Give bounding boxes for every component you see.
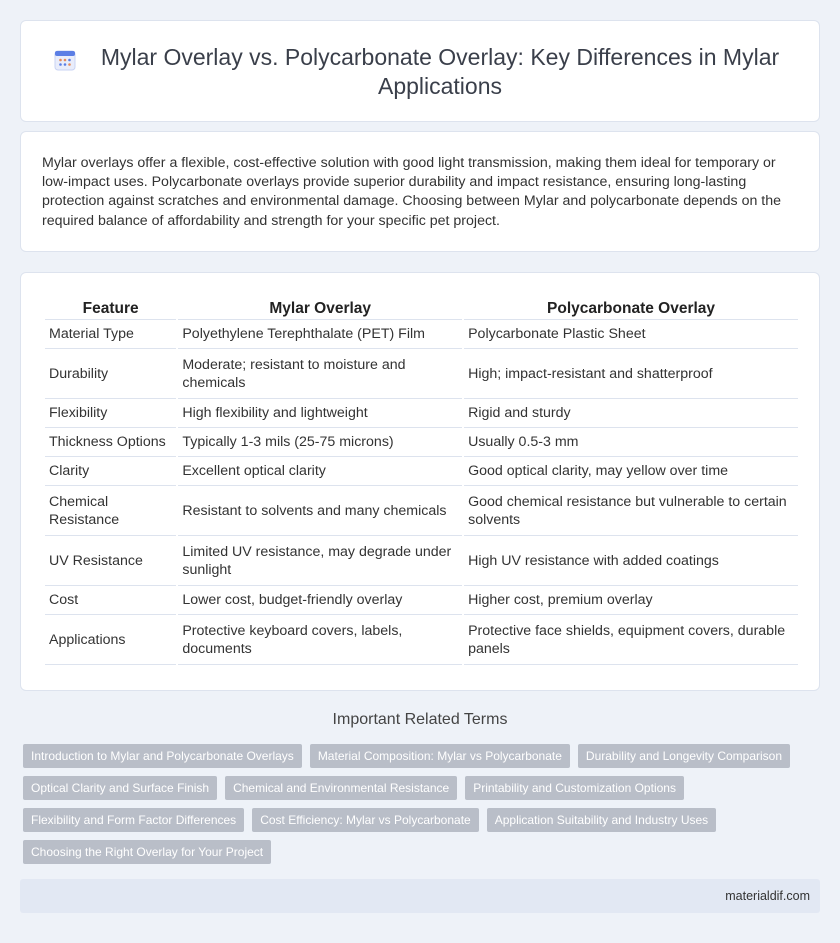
- table-row: [45, 486, 798, 536]
- polycarbonate-cell: Protective face shields, equipment covers, durable panels: [464, 615, 798, 665]
- related-term-tag[interactable]: Application Suitability and Industry Uses: [487, 808, 716, 832]
- feature-cell: Material Type: [45, 320, 176, 349]
- table-row: [45, 349, 798, 399]
- header-feature: Feature: [45, 296, 176, 320]
- footer: [20, 879, 820, 913]
- feature-cell: Clarity: [45, 457, 176, 486]
- mylar-cell: Polyethylene Terephthalate (PET) Film: [178, 320, 462, 349]
- title-card: [20, 20, 820, 122]
- mylar-cell: Protective keyboard covers, labels, documents: [178, 615, 462, 665]
- table-row: [45, 536, 798, 586]
- polycarbonate-cell: High UV resistance with added coatings: [464, 536, 798, 586]
- feature-cell: Flexibility: [45, 399, 176, 428]
- table-row: [45, 428, 798, 457]
- table-row: [45, 615, 798, 665]
- mylar-cell: Lower cost, budget-friendly overlay: [178, 586, 462, 615]
- related-terms-list: [23, 744, 803, 864]
- feature-cell: Chemical Resistance: [45, 486, 176, 536]
- feature-cell: Applications: [45, 615, 176, 665]
- related-term-tag[interactable]: Material Composition: Mylar vs Polycarbonate: [310, 744, 570, 768]
- feature-cell: Cost: [45, 586, 176, 615]
- polycarbonate-cell: Polycarbonate Plastic Sheet: [464, 320, 798, 349]
- table-row: [45, 586, 798, 615]
- related-term-tag[interactable]: Choosing the Right Overlay for Your Project: [23, 840, 271, 864]
- comparison-table-card: [20, 272, 820, 691]
- table-row: [45, 320, 798, 349]
- related-term-tag[interactable]: Introduction to Mylar and Polycarbonate Overlays: [23, 744, 302, 768]
- header-mylar: Mylar Overlay: [178, 296, 462, 320]
- feature-cell: Durability: [45, 349, 176, 399]
- table-row: [45, 399, 798, 428]
- mylar-cell: High flexibility and lightweight: [178, 399, 462, 428]
- related-terms-heading: Important Related Terms: [332, 711, 508, 728]
- mylar-cell: Moderate; resistant to moisture and chemicals: [178, 349, 462, 399]
- mylar-cell: Resistant to solvents and many chemicals: [178, 486, 462, 536]
- mylar-cell: Typically 1-3 mils (25-75 microns): [178, 428, 462, 457]
- intro-card: [20, 131, 820, 252]
- comparison-table: [43, 296, 800, 665]
- polycarbonate-cell: Usually 0.5-3 mm: [464, 428, 798, 457]
- polycarbonate-cell: Good chemical resistance but vulnerable to certain solvents: [464, 486, 798, 536]
- related-term-tag[interactable]: Cost Efficiency: Mylar vs Polycarbonate: [252, 808, 479, 832]
- header-polycarbonate: Polycarbonate Overlay: [464, 296, 798, 320]
- table-header-row: [45, 296, 798, 320]
- related-term-tag[interactable]: Optical Clarity and Surface Finish: [23, 776, 217, 800]
- polycarbonate-cell: Higher cost, premium overlay: [464, 586, 798, 615]
- related-term-tag[interactable]: Chemical and Environmental Resistance: [225, 776, 457, 800]
- polycarbonate-cell: Rigid and sturdy: [464, 399, 798, 428]
- polycarbonate-cell: High; impact-resistant and shatterproof: [464, 349, 798, 399]
- mylar-cell: Excellent optical clarity: [178, 457, 462, 486]
- table-row: [45, 457, 798, 486]
- related-term-tag[interactable]: Flexibility and Form Factor Differences: [23, 808, 244, 832]
- page-title: Mylar Overlay vs. Polycarbonate Overlay: Key Differences in Mylar Applications: [100, 44, 780, 99]
- feature-cell: Thickness Options: [45, 428, 176, 457]
- polycarbonate-cell: Good optical clarity, may yellow over time: [464, 457, 798, 486]
- mylar-cell: Limited UV resistance, may degrade under sunlight: [178, 536, 462, 586]
- related-term-tag[interactable]: Durability and Longevity Comparison: [578, 744, 790, 768]
- footer-site-link[interactable]: materialdif.com: [725, 889, 810, 903]
- intro-paragraph: Mylar overlays offer a flexible, cost-effective solution with good light transmission, making them ideal for temporary or low-impact uses. Polycarbonate overlays provide superior durability and impact resistance, ensuring long-lasting protection against scratches and environmental damage. Choosing between Mylar and polycarbonate depends on the required balance of affordability and strength for your specific pet project.: [42, 155, 782, 229]
- related-term-tag[interactable]: Printability and Customization Options: [465, 776, 684, 800]
- feature-cell: UV Resistance: [45, 536, 176, 586]
